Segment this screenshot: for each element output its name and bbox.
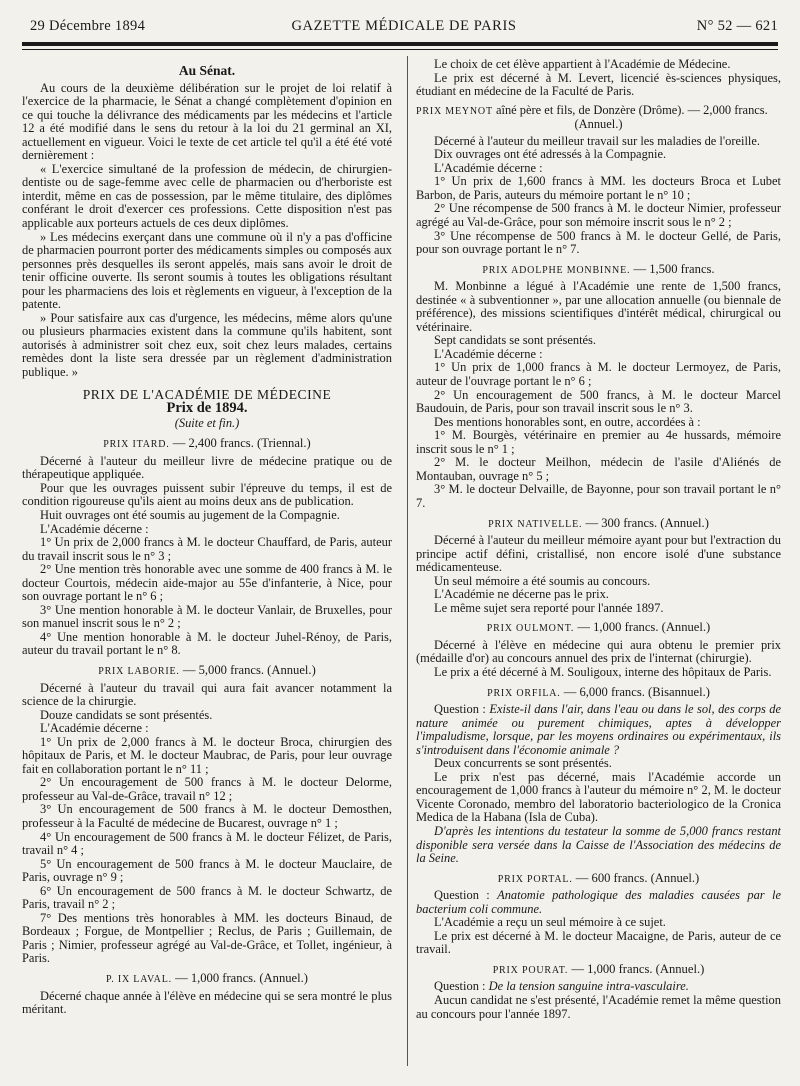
prize-amount: — 1,000 francs. (Annuel.) [171, 971, 308, 985]
prize-amount: — 300 francs. (Annuel.) [582, 515, 709, 530]
question-text: De la tension sanguine intra-vasculaire. [488, 979, 689, 994]
prix-nativelle-heading [416, 517, 781, 532]
award-item: 3° Un encouragement de 500 francs à M. le docteur Demosthen, professeur à la Faculté de médecine de Bucarest, ouvrage n° 1 ; [22, 802, 392, 830]
prize-name: PRIX NATIVELLE. [488, 518, 583, 530]
paragraph: Des mentions honorables sont, en outre, accordées à : [434, 414, 701, 429]
prize-amount: — 5,000 francs. (Annuel.) [179, 662, 316, 677]
prize-amount: — 1,000 francs. (Annuel.) [574, 620, 711, 635]
right-column [416, 58, 781, 1073]
award-item: 6° Un encouragement de 500 francs à M. le docteur Schwartz, de Paris, travail n° 2 ; [22, 883, 392, 912]
prize-amount: — 600 francs. (Annuel.) [572, 870, 700, 885]
question-text: Existe-il dans l'air, dans l'eau ou dans le sol, des corps de nature animée ou purement chimiques, aptes à développer l'impaludisme, lorsque, par les moyens ordinaires ou expérimentaux, ils s'introduisent dans l'économie animale ? [416, 702, 781, 757]
award-item: 1° Un prix de 1,600 francs à MM. les docteurs Broca et Lubet Barbon, de Paris, auteurs du mémoire portant le n° 10 ; [416, 174, 781, 202]
paragraph: Aucun candidat ne s'est présenté, l'Académie remet la même question au concours pour l'année 1897. [416, 993, 781, 1021]
prize-name: PRIX ORFILA. [487, 687, 561, 699]
continuation-note: (Suite et fin.) [174, 415, 240, 430]
award-item: 1° Un prix de 1,000 francs à M. le docteur Lermoyez, de Paris, auteur de l'ouvrage portant le n° 6 ; [416, 360, 781, 389]
question [416, 703, 781, 757]
paragraph: Décerné à l'auteur du meilleur livre de médecine pratique ou de thérapeutique appliquée. [22, 453, 392, 482]
prix-pourat-heading [416, 963, 781, 978]
prize-amount: aîné père et fils, de Donzère (Drôme). — 2,000 francs. [492, 102, 768, 117]
journal-title: GAZETTE MÉDICALE DE PARIS [291, 18, 517, 34]
prize-name: PRIX ITARD. [103, 439, 170, 451]
paragraph: Huit ouvrages ont été soumis au jugement de la Compagnie. [40, 507, 340, 522]
award-item: 1° Un prix de 2,000 francs à M. le docteur Broca, chirurgien des hôpitaux de Paris, et M. le docteur Maubrac, de Paris, pour leur ouvrage fait en collaboration portant le n° 11 ; [22, 734, 392, 776]
column-divider [407, 56, 408, 1066]
paragraph: Le prix est décerné à M. le docteur Macaigne, de Paris, auteur de ce travail. [416, 928, 781, 957]
prize-name: PRIX LABORIE. [98, 665, 180, 677]
question [416, 889, 781, 916]
prize-name: PRIX POURAT. [492, 964, 569, 976]
paragraph: Un seul mémoire a été soumis au concours. [434, 573, 651, 588]
paragraph: Au cours de la deuxième délibération sur le projet de loi relatif à l'exercice de la pharmacie, le Sénat a changé complètement d'opinion en ce qui touche la délivrance des médicaments par les médecins et l'article 12 a été modifié dans le sens du retour à la loi du 21 germinal an XI, actuellement en vigueur. Voici le texte de cet article tel qu'il a été été voté dernièrement : [22, 80, 392, 163]
question-label: Question : [434, 888, 498, 903]
header-rule-thin [22, 49, 778, 50]
paragraph: Deux concurrents se sont présentés. [434, 756, 612, 771]
issue-date: 29 Décembre 1894 [30, 18, 146, 34]
paragraph: Le prix a été décerné à M. Souligoux, interne des hôpitaux de Paris. [434, 664, 772, 679]
paragraph: L'Académie décerne : [40, 521, 149, 536]
left-column [22, 58, 392, 1073]
award-item: 4° Un encouragement de 500 francs à M. le docteur Félizet, de Paris, travail n° 4 ; [22, 829, 392, 858]
award-item: 3° M. le docteur Delvaille, de Bayonne, pour son travail portant le n° 7. [416, 482, 781, 510]
paragraph: Décerné à l'auteur du travail qui aura fait avancer notamment la science de la chirurgie. [22, 680, 392, 709]
paragraph: Le prix est décerné à M. Levert, licencié ès-sciences physiques, étudiant en médecine de la Faculté de Paris. [416, 70, 781, 99]
paragraph: L'Académie décerne : [434, 160, 543, 175]
award-item: 3° Une mention honorable à M. le docteur Vanlair, de Bruxelles, pour son manuel inscrit sous le n° 2 ; [22, 602, 392, 631]
prix-portal-heading [416, 872, 781, 887]
running-head [30, 18, 778, 40]
paragraph: Le même sujet sera reporté pour l'année 1897. [434, 600, 664, 615]
award-item: 3° Une récompense de 500 francs à M. le docteur Gellé, de Paris, pour son ouvrage portant le n° 7. [416, 228, 781, 257]
prix-academie-heading: PRIX DE L'ACADÉMIE DE MÉDECINE [82, 386, 332, 402]
award-item: 1° M. Bourgès, vétérinaire en premier au 4e hussards, mémoire inscrit sous le n° 1 ; [416, 428, 781, 456]
question [416, 980, 781, 994]
award-item: 2° Une mention très honorable avec une somme de 400 francs à M. le docteur Courtois, médecin aide-major au 55e d'infanterie, à Nice, pour son ouvrage portant le n° 6 ; [22, 562, 392, 604]
prize-amount: — 1,500 francs. [630, 261, 715, 276]
paragraph: L'Académie décerne : [40, 721, 149, 736]
prize-name: PRIX ADOLPHE MONBINNE. [482, 264, 631, 276]
prix-monbinne-heading [416, 263, 781, 278]
prize-amount: — 1,000 francs. (Annuel.) [568, 961, 705, 976]
prize-amount: — 6,000 francs. (Bisannuel.) [560, 684, 710, 699]
prix-laval-heading [22, 972, 392, 987]
paragraph: Décerné à l'auteur du meilleur mémoire ayant pour but l'extraction du principe actif défini, cristallisé, non encore isolé d'une substance médicamenteuse. [416, 533, 781, 575]
quoted-article: » Pour satisfaire aux cas d'urgence, les médecins, même alors qu'une ou plusieurs pharmacies existent dans la commune qu'ils habitent, sont autorisés à administrer soit chez eux, soit chez leurs malades, certains remèdes dont la liste sera dressée par un règlement d'administration publique. » [22, 310, 392, 380]
prix-laborie-heading [22, 664, 392, 679]
award-item: 2° Une récompense de 500 francs à M. le docteur Nimier, professeur agrégé au Val-de-Grâce, pour son mémoire inscrit sous le n° 2 ; [416, 201, 781, 230]
question-label: Question : [434, 979, 489, 994]
paragraph: D'après les intentions du testateur la somme de 5,000 francs restant disponible sera versée dans la Caisse de l'Association des médecins de la Seine. [416, 823, 781, 866]
prize-name: PRIX PORTAL. [497, 873, 573, 885]
prize-name: P. IX LAVAL. [106, 974, 172, 985]
award-item: 1° Un prix de 2,000 francs à M. le docteur Chauffard, de Paris, auteur du travail inscrit sous le n° 3 ; [22, 535, 392, 563]
quoted-article: » Les médecins exerçant dans une commune où il n'y a pas d'officine de pharmacien pourront porter des médicaments simples ou composés aux personnes près desquelles ils seront appelés, mais sans avoir le droit de tenir officine ouverte. Ils seront soumis à toutes les obligations résultant pour les pharmaciens des lois et règlements en vigueur, à l'exception de la patente. [22, 229, 392, 312]
prix-meynot-heading [416, 104, 781, 119]
paragraph: L'Académie a reçu un seul mémoire à ce sujet. [434, 915, 666, 930]
question-text: Anatomie pathologique des maladies causées par le bacterium coli commune. [416, 888, 781, 916]
quoted-article: « L'exercice simultané de la profession de médecin, de chirurgien-dentiste ou de sage-femme avec celle de pharmacien ou d'herboriste est interdit, même en cas de possession, par le même titulaire, des diplômes conférant le droit d'exercer ces professions. Cette disposition n'est pas applicable aux porteurs actuels de ces deux diplômes. [22, 161, 392, 231]
award-item: 4° Une mention honorable à M. le docteur Juhel-Rénoy, de Paris, auteur du travail portant le n° 8. [22, 629, 392, 658]
award-item: 2° Un encouragement de 500 francs, à M. le docteur Marcel Baudouin, de Paris, pour son travail inscrit sous le n° 3. [416, 387, 781, 416]
prize-name: PRIX MEYNOT [416, 105, 493, 117]
paragraph: Le prix n'est pas décerné, mais l'Académie accorde un encouragement de 1,000 francs à l'auteur du mémoire n° 2, M. le docteur Vicente Coronado, membro del laboratorio bacteriologico de la Cronica Medica de la Habana (Isla de Cuba). [416, 769, 781, 825]
header-rule-thick [22, 42, 778, 46]
prix-year-heading: Prix de 1894. [166, 400, 248, 417]
paragraph: Le choix de cet élève appartient à l'Académie de Médecine. [434, 58, 731, 71]
paragraph: Décerné chaque année à l'élève en médecine qui se sera montré le plus méritant. [22, 988, 392, 1017]
prix-itard-heading [22, 437, 392, 452]
paragraph: L'Académie ne décerne pas le prix. [434, 587, 609, 602]
prize-amount: — 2,400 francs. (Triennal.) [169, 436, 311, 451]
page-number: N° 52 — 621 [696, 18, 778, 34]
question-label: Question : [434, 702, 490, 717]
paragraph: Pour que les ouvrages puissent subir l'épreuve du temps, il est de condition rigoureuse qu'ils aient au moins deux ans de publication. [22, 480, 392, 509]
award-item: 2° M. le docteur Meilhon, médecin de l'asile d'Aliénés de Montauban, ouvrage n° 5 ; [416, 455, 781, 483]
paragraph: Décerné à l'élève en médecine qui aura obtenu le premier prix (médaille d'or) au concours annuel des prix de l'internat (chirurgie). [416, 637, 781, 666]
award-item: 2° Un encouragement de 500 francs à M. le docteur Delorme, professeur au Val-de-Grâce, travail n° 12 ; [22, 775, 392, 803]
paragraph: Dix ouvrages ont été adressés à la Compagnie. [434, 147, 667, 162]
paragraph: Sept candidats se sont présentés. [434, 333, 596, 348]
paragraph: Douze candidats se sont présentés. [40, 707, 213, 722]
paragraph: Décerné à l'auteur du meilleur travail sur les maladies de l'oreille. [434, 133, 760, 148]
prize-frequency: (Annuel.) [574, 117, 623, 132]
prize-name: PRIX OULMONT. [486, 623, 575, 635]
paragraph: M. Monbinne a légué à l'Académie une rente de 1,500 francs, destinée « à subventionner », par une allocation annuelle (ou biennale de préférence), des missions scientifiques d'intérêt médical, chirurgical ou vétérinaire. [416, 279, 781, 334]
paragraph: L'Académie décerne : [434, 346, 543, 361]
prix-oulmont-heading [416, 621, 781, 636]
award-item: 5° Un encouragement de 500 francs à M. le docteur Mauclaire, de Paris, ouvrage n° 9 ; [22, 856, 392, 885]
senat-heading: Au Sénat. [178, 63, 236, 78]
prix-orfila-heading [416, 686, 781, 701]
award-item: 7° Des mentions très honorables à MM. les docteurs Binaud, de Bordeaux ; Forgue, de Montpellier ; Reclus, de Paris ; Guillemain, de Paris ; Nimier, professeur agrégé au Val-de-Grâce, et Tollet, ingénieur, à Paris. [22, 910, 392, 966]
